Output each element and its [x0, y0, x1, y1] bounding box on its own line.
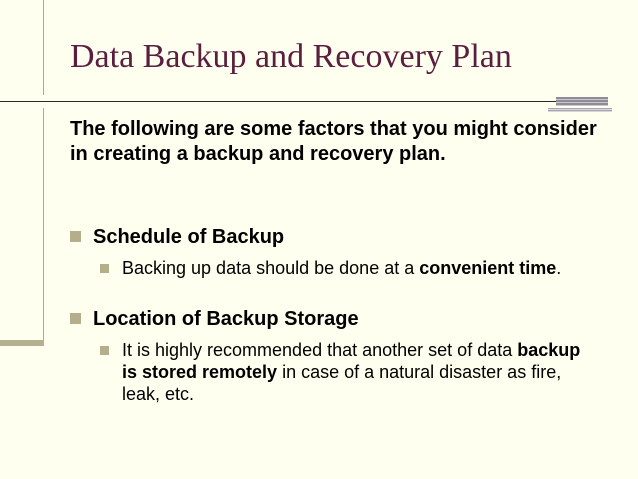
- sub-bullet-text-post: .: [556, 258, 562, 278]
- sub-bullet-text-bold: convenient time: [419, 258, 557, 278]
- sub-bullet-text-pre: It is highly recommended that another set of data: [122, 340, 518, 360]
- sub-bullet-text-post: in case of a natural disaster as fire, leak, etc.: [122, 362, 562, 404]
- bullet-heading: Schedule of Backup: [93, 226, 285, 248]
- left-vertical-rule-top: [43, 0, 44, 95]
- title-accent-bar-small: [548, 108, 612, 112]
- square-bullet-icon: [70, 313, 81, 324]
- sub-bullet-text: [122, 339, 600, 405]
- bullet-heading: Location of Backup Storage: [93, 308, 359, 330]
- title-accent-bar: [556, 97, 608, 106]
- left-accent-block: [0, 340, 44, 346]
- intro-paragraph: The following are some factors that you might consider in creating a backup and recovery plan.: [70, 118, 597, 165]
- slide-title: Data Backup and Recovery Plan: [70, 38, 512, 75]
- sub-bullet-text-bold: backup is stored remotely: [122, 340, 581, 382]
- square-bullet-icon: [70, 231, 81, 242]
- bullet-location-of-backup-storage: [70, 308, 359, 331]
- sub-bullet-text-pre: Backing up data should be done at a: [122, 258, 420, 278]
- bullet-schedule-of-backup: [70, 226, 284, 249]
- sub-bullet-text: [122, 257, 600, 279]
- left-vertical-rule-bottom: [43, 108, 44, 344]
- title-underline: [0, 101, 557, 102]
- square-bullet-icon: [100, 346, 109, 355]
- square-bullet-icon: [100, 264, 109, 273]
- sub-bullet-remote-storage: [100, 339, 600, 405]
- sub-bullet-convenient-time: [100, 257, 600, 279]
